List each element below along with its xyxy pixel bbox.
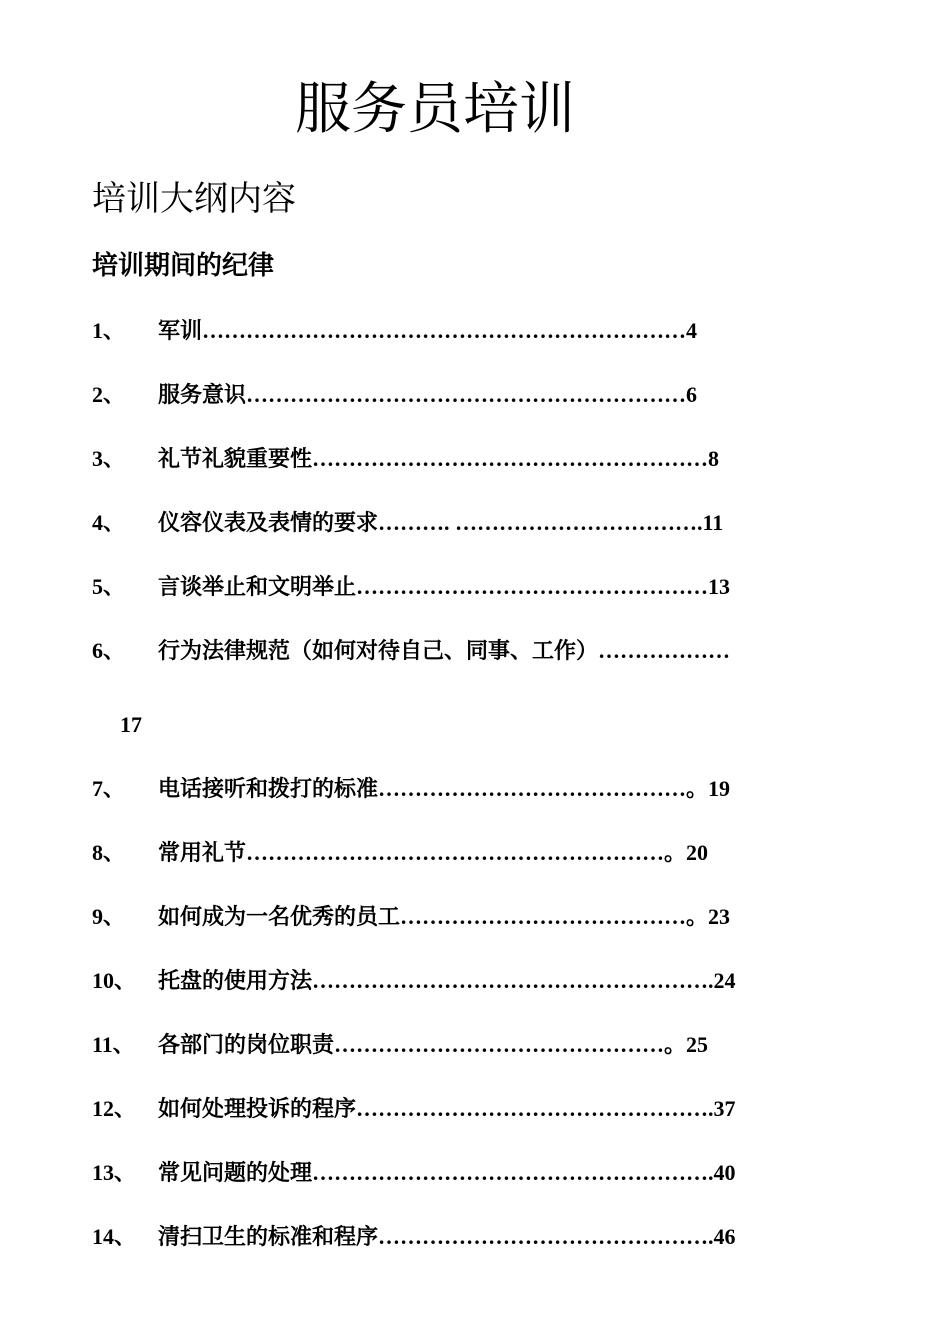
- toc-item-text: 常见问题的处理……………………………………………….40: [158, 1160, 736, 1185]
- toc-item-number: 11、: [92, 1032, 135, 1057]
- toc-item-number: 6、: [92, 638, 126, 663]
- toc-item-text: 服务意识……………………………………………………6: [158, 382, 698, 407]
- outline-subtitle: 培训大纲内容: [92, 181, 296, 218]
- toc-item-text: 电话接听和拨打的标准……………………………………。19: [158, 776, 731, 801]
- toc-item-text: 如何成为一名优秀的员工…………………………………。23: [158, 904, 731, 929]
- toc-item-page-number: 17: [120, 712, 142, 737]
- toc-item-number: 9、: [92, 904, 126, 929]
- toc-item-number: 10、: [92, 968, 137, 993]
- toc-item-text: 各部门的岗位职责………………………………………。25: [158, 1032, 709, 1057]
- toc-item-number: 2、: [92, 382, 126, 407]
- toc-item-number: 14、: [92, 1224, 137, 1249]
- section-heading: 培训期间的纪律: [92, 251, 275, 280]
- toc-item-text: 礼节礼貌重要性………………………………………………8: [158, 446, 720, 471]
- toc-item-text: 托盘的使用方法……………………………………………….24: [158, 968, 736, 993]
- toc-item-text: 行为法律规范（如何对待自己、同事、工作）………………: [158, 638, 731, 663]
- toc-item-number: 8、: [92, 840, 126, 865]
- document-title: 服务员培训: [295, 79, 575, 141]
- toc-item-text: 如何处理投诉的程序………………………………………….37: [158, 1096, 736, 1121]
- toc-item-number: 3、: [92, 446, 126, 471]
- toc-item-number: 13、: [92, 1160, 137, 1185]
- toc-item-number: 12、: [92, 1096, 137, 1121]
- toc-item-number: 4、: [92, 510, 126, 535]
- toc-item-number: 1、: [92, 318, 126, 343]
- toc-item-number: 5、: [92, 574, 126, 599]
- toc-item-text: 言谈举止和文明举止…………………………………………13: [158, 574, 731, 599]
- toc-item-text: 仪容仪表及表情的要求………. …………………………….11: [158, 510, 724, 535]
- toc-item-text: 军训…………………………………………………………4: [158, 318, 698, 343]
- toc-item-text: 常用礼节…………………………………………………。20: [158, 840, 709, 865]
- toc-item-number: 7、: [92, 776, 126, 801]
- toc-item-text: 清扫卫生的标准和程序……………………………………….46: [158, 1224, 736, 1249]
